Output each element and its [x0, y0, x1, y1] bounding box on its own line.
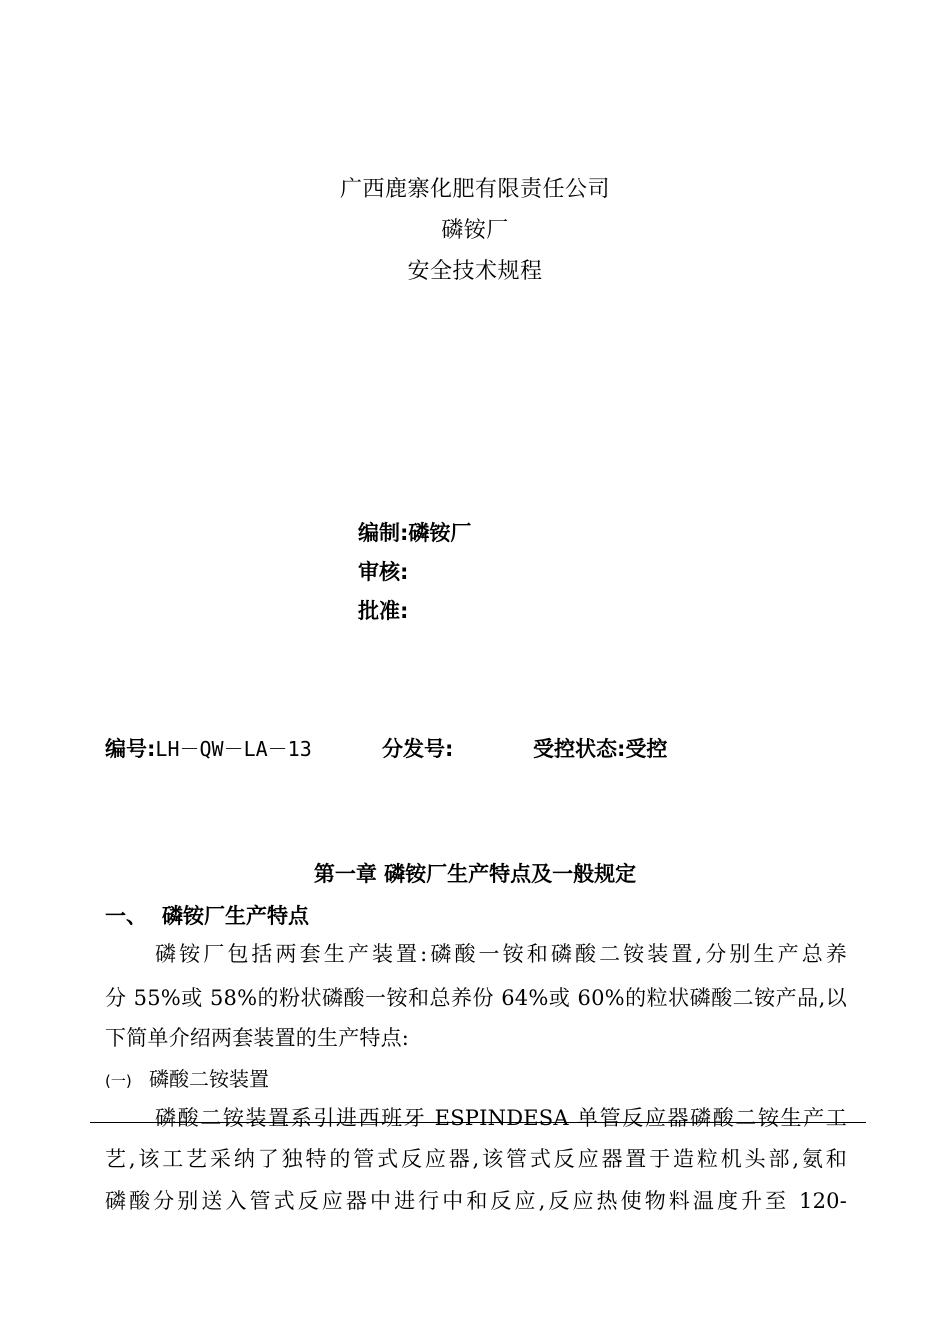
- section-heading: [105, 900, 309, 930]
- compiled-by: 编制:磷铵厂: [358, 521, 472, 545]
- document-title: 安全技术规程: [407, 259, 543, 284]
- section-number: 一、: [105, 904, 147, 928]
- paragraph-line: 磷铵厂包括两套生产装置:磷酸一铵和磷酸二铵装置,分别生产总养: [155, 942, 847, 966]
- paragraph-line: 艺,该工艺采纳了独特的管式反应器,该管式反应器置于造粒机头部,氨和: [105, 1147, 847, 1171]
- paragraph-line: 磷酸分别送入管式反应器中进行中和反应,反应热使物料温度升至 120-: [105, 1189, 847, 1213]
- paragraph-line: 下简单介绍两套装置的生产特点:: [105, 1026, 410, 1050]
- distribution-number: 分发号:: [382, 737, 454, 761]
- horizontal-rule: [90, 1122, 866, 1123]
- document-number: [105, 733, 312, 763]
- plant-name: 磷铵厂: [441, 218, 509, 243]
- subsection-number: (一): [105, 1072, 132, 1090]
- paragraph-line: 磷酸二铵装置系引进西班牙 ESPINDESA 单管反应器磷酸二铵生产工: [155, 1106, 847, 1130]
- approved-by: 批准:: [358, 599, 409, 623]
- section-title: 磷铵厂生产特点: [162, 904, 309, 928]
- paragraph-line: 分 55%或 58%的粉状磷酸一铵和总养份 64%或 60%的粒状磷酸二铵产品,以: [105, 986, 847, 1010]
- subsection-title: 磷酸二铵装置: [149, 1067, 269, 1091]
- document-number-value: LH－QW－LA－13: [155, 737, 312, 761]
- chapter-title: 第一章 磷铵厂生产特点及一般规定: [313, 862, 637, 886]
- reviewed-by: 审核:: [358, 560, 409, 584]
- subsection-heading: [105, 1063, 269, 1092]
- document-number-label: 编号:: [105, 737, 156, 761]
- control-status: 受控状态:受控: [533, 737, 668, 761]
- company-name: 广西鹿寨化肥有限责任公司: [339, 177, 610, 202]
